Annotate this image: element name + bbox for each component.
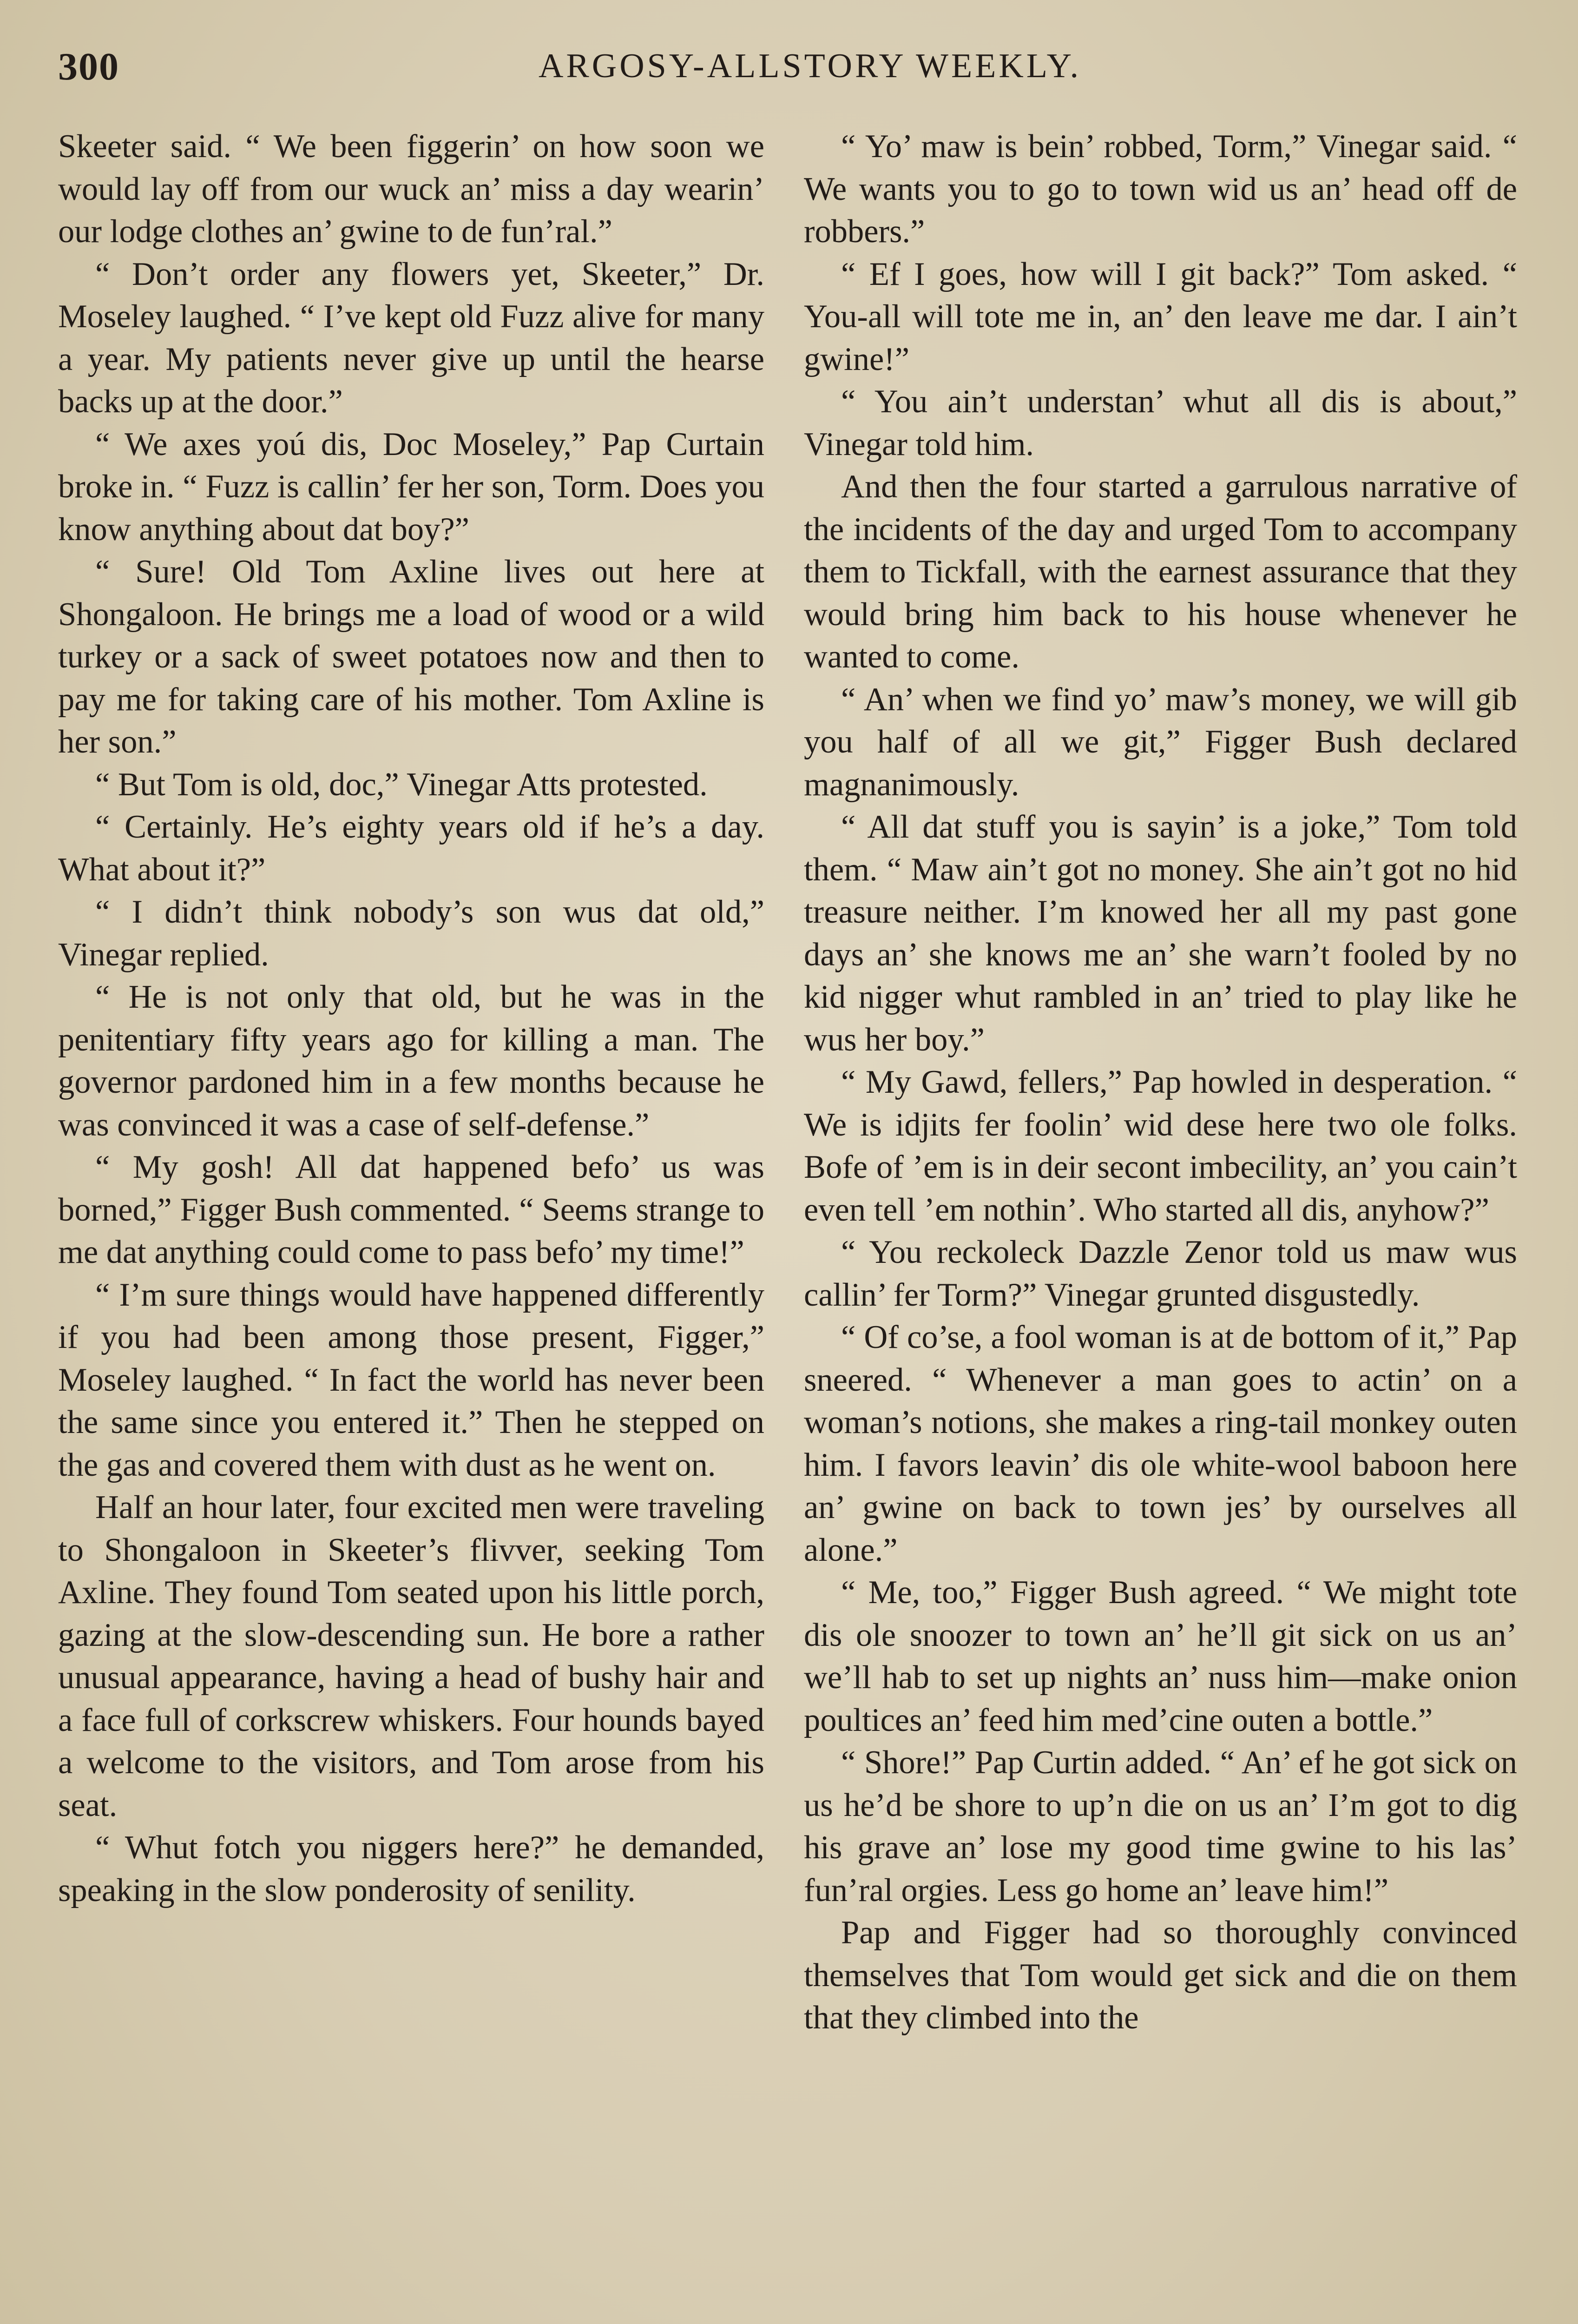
left-column — [58, 125, 764, 2324]
paragraph: “ I didn’t think nobody’s son wus dat old,” Vinegar replied. — [58, 894, 764, 973]
paragraph: “ Sure! Old Tom Axline lives out here at Shongaloon. He brings me a load of wood or a wild turkey or a sack of sweet potatoes now and then to pay me for taking care of his mother. Tom Axline is her son.” — [58, 554, 764, 760]
paragraph: “ My gosh! All dat happened befo’ us was borned,” Figger Bush commented. “ Seems strange to me dat anything could come to pass befo’ my time!” — [58, 1149, 764, 1270]
paragraph: “ Shore!” Pap Curtin added. “ An’ ef he got sick on us he’d be shore to up’n die on us an’ I’m got to dig his grave an’ lose my good time gwine to his las’ fun’ral orgies. Less go home an’ leave him!” — [804, 1744, 1517, 1908]
paragraph: Skeeter said. “ We been figgerin’ on how soon we would lay off from our wuck an’ miss a day wearin’ our lodge clothes an’ gwine to de fun’ral.” — [58, 128, 764, 250]
paragraph: “ Certainly. He’s eighty years old if he’s a day. What about it?” — [58, 809, 764, 888]
paragraph: “ All dat stuff you is sayin’ is a joke,” Tom told them. “ Maw ain’t got no money. She ain’t got no hid treasure neither. I’m knowed her all my past gone days an’ she knows me an’ she warn’t fooled by no kid nigger whut rambled in an’ tried to play like he wus her boy.” — [804, 809, 1517, 1058]
paragraph: “ Yo’ maw is bein’ robbed, Torm,” Vinegar said. “ We wants you to go to town wid us an’ head off de robbers.” — [804, 128, 1517, 250]
paragraph: “ My Gawd, fellers,” Pap howled in desperation. “ We is idjits fer foolin’ wid dese here two ole folks. Bofe of ’em is in deir secont imbecility, an’ you cain’t even tell ’em nothin’. Who started all dis, anyhow?” — [804, 1064, 1517, 1228]
paragraph: “ But Tom is old, doc,” Vinegar Atts protested. — [95, 766, 708, 803]
right-column — [804, 125, 1517, 2324]
paragraph: “ We axes yoú dis, Doc Moseley,” Pap Curtain broke in. “ Fuzz is callin’ fer her son, Torm. Does you know anything about dat boy?” — [58, 426, 764, 548]
running-title: ARGOSY-ALLSTORY WEEKLY. — [538, 47, 1082, 85]
paragraph: And then the four started a garrulous narrative of the incidents of the day and urged Tom to accompany them to Tickfall, with the earnest assurance that they would bring him back to his house whenever he wanted to come. — [804, 469, 1517, 675]
paragraph: “ He is not only that old, but he was in the penitentiary fifty years ago for killing a man. The governor pardoned him in a few months because he was convinced it was a case of self-defense.” — [58, 979, 764, 1143]
paragraph: “ You ain’t understan’ whut all dis is about,” Vinegar told him. — [804, 383, 1517, 462]
paragraph: “ Me, too,” Figger Bush agreed. “ We might tote dis ole snoozer to town an’ he’ll git sick on us an’ we’ll hab to set up nights an’ nuss him—make onion poultices an’ feed him med’cine outen a bottle.” — [804, 1574, 1517, 1738]
page-number: 300 — [58, 45, 119, 88]
paragraph: “ Whut fotch you niggers here?” he demanded, speaking in the slow ponderosity of senility. — [58, 1829, 764, 1908]
paragraph: Pap and Figger had so thoroughly convinced themselves that Tom would get sick and die on them that they climbed into the — [804, 1915, 1517, 2036]
paragraph: “ Ef I goes, how will I git back?” Tom asked. “ You-all will tote me in, an’ den leave me dar. I ain’t gwine!” — [804, 256, 1517, 377]
paragraph: “ You reckoleck Dazzle Zenor told us maw wus callin’ fer Torm?” Vinegar grunted disgustedly. — [804, 1234, 1517, 1313]
paragraph: Half an hour later, four excited men were traveling to Shongaloon in Skeeter’s flivver, seeking Tom Axline. They found Tom seated upon his little porch, gazing at the slow-descending sun. He bore a rather unusual appearance, having a head of bushy hair and a face full of corkscrew whiskers. Four hounds bayed a welcome to the visitors, and Tom arose from his seat. — [58, 1489, 764, 1823]
paragraph: “ An’ when we find yo’ maw’s money, we will gib you half of all we git,” Figger Bush declared magnanimously. — [804, 681, 1517, 803]
page-header — [58, 44, 1534, 100]
paragraph: “ Of co’se, a fool woman is at de bottom of it,” Pap sneered. “ Whenever a man goes to actin’ on a woman’s notions, she makes a ring-tail monkey outen him. I favors leavin’ dis ole white-wool baboon here an’ gwine on back to town jes’ by ourselves all alone.” — [804, 1319, 1517, 1568]
paragraph: “ I’m sure things would have happened differently if you had been among those present, Figger,” Moseley laughed. “ In fact the world has never been the same since you entered it.” Then he stepped on the gas and covered them with dust as he went on. — [58, 1276, 764, 1483]
paragraph: “ Don’t order any flowers yet, Skeeter,” Dr. Moseley laughed. “ I’ve kept old Fuzz alive for many a year. My patients never give up until the hearse backs up at the door.” — [58, 256, 764, 420]
